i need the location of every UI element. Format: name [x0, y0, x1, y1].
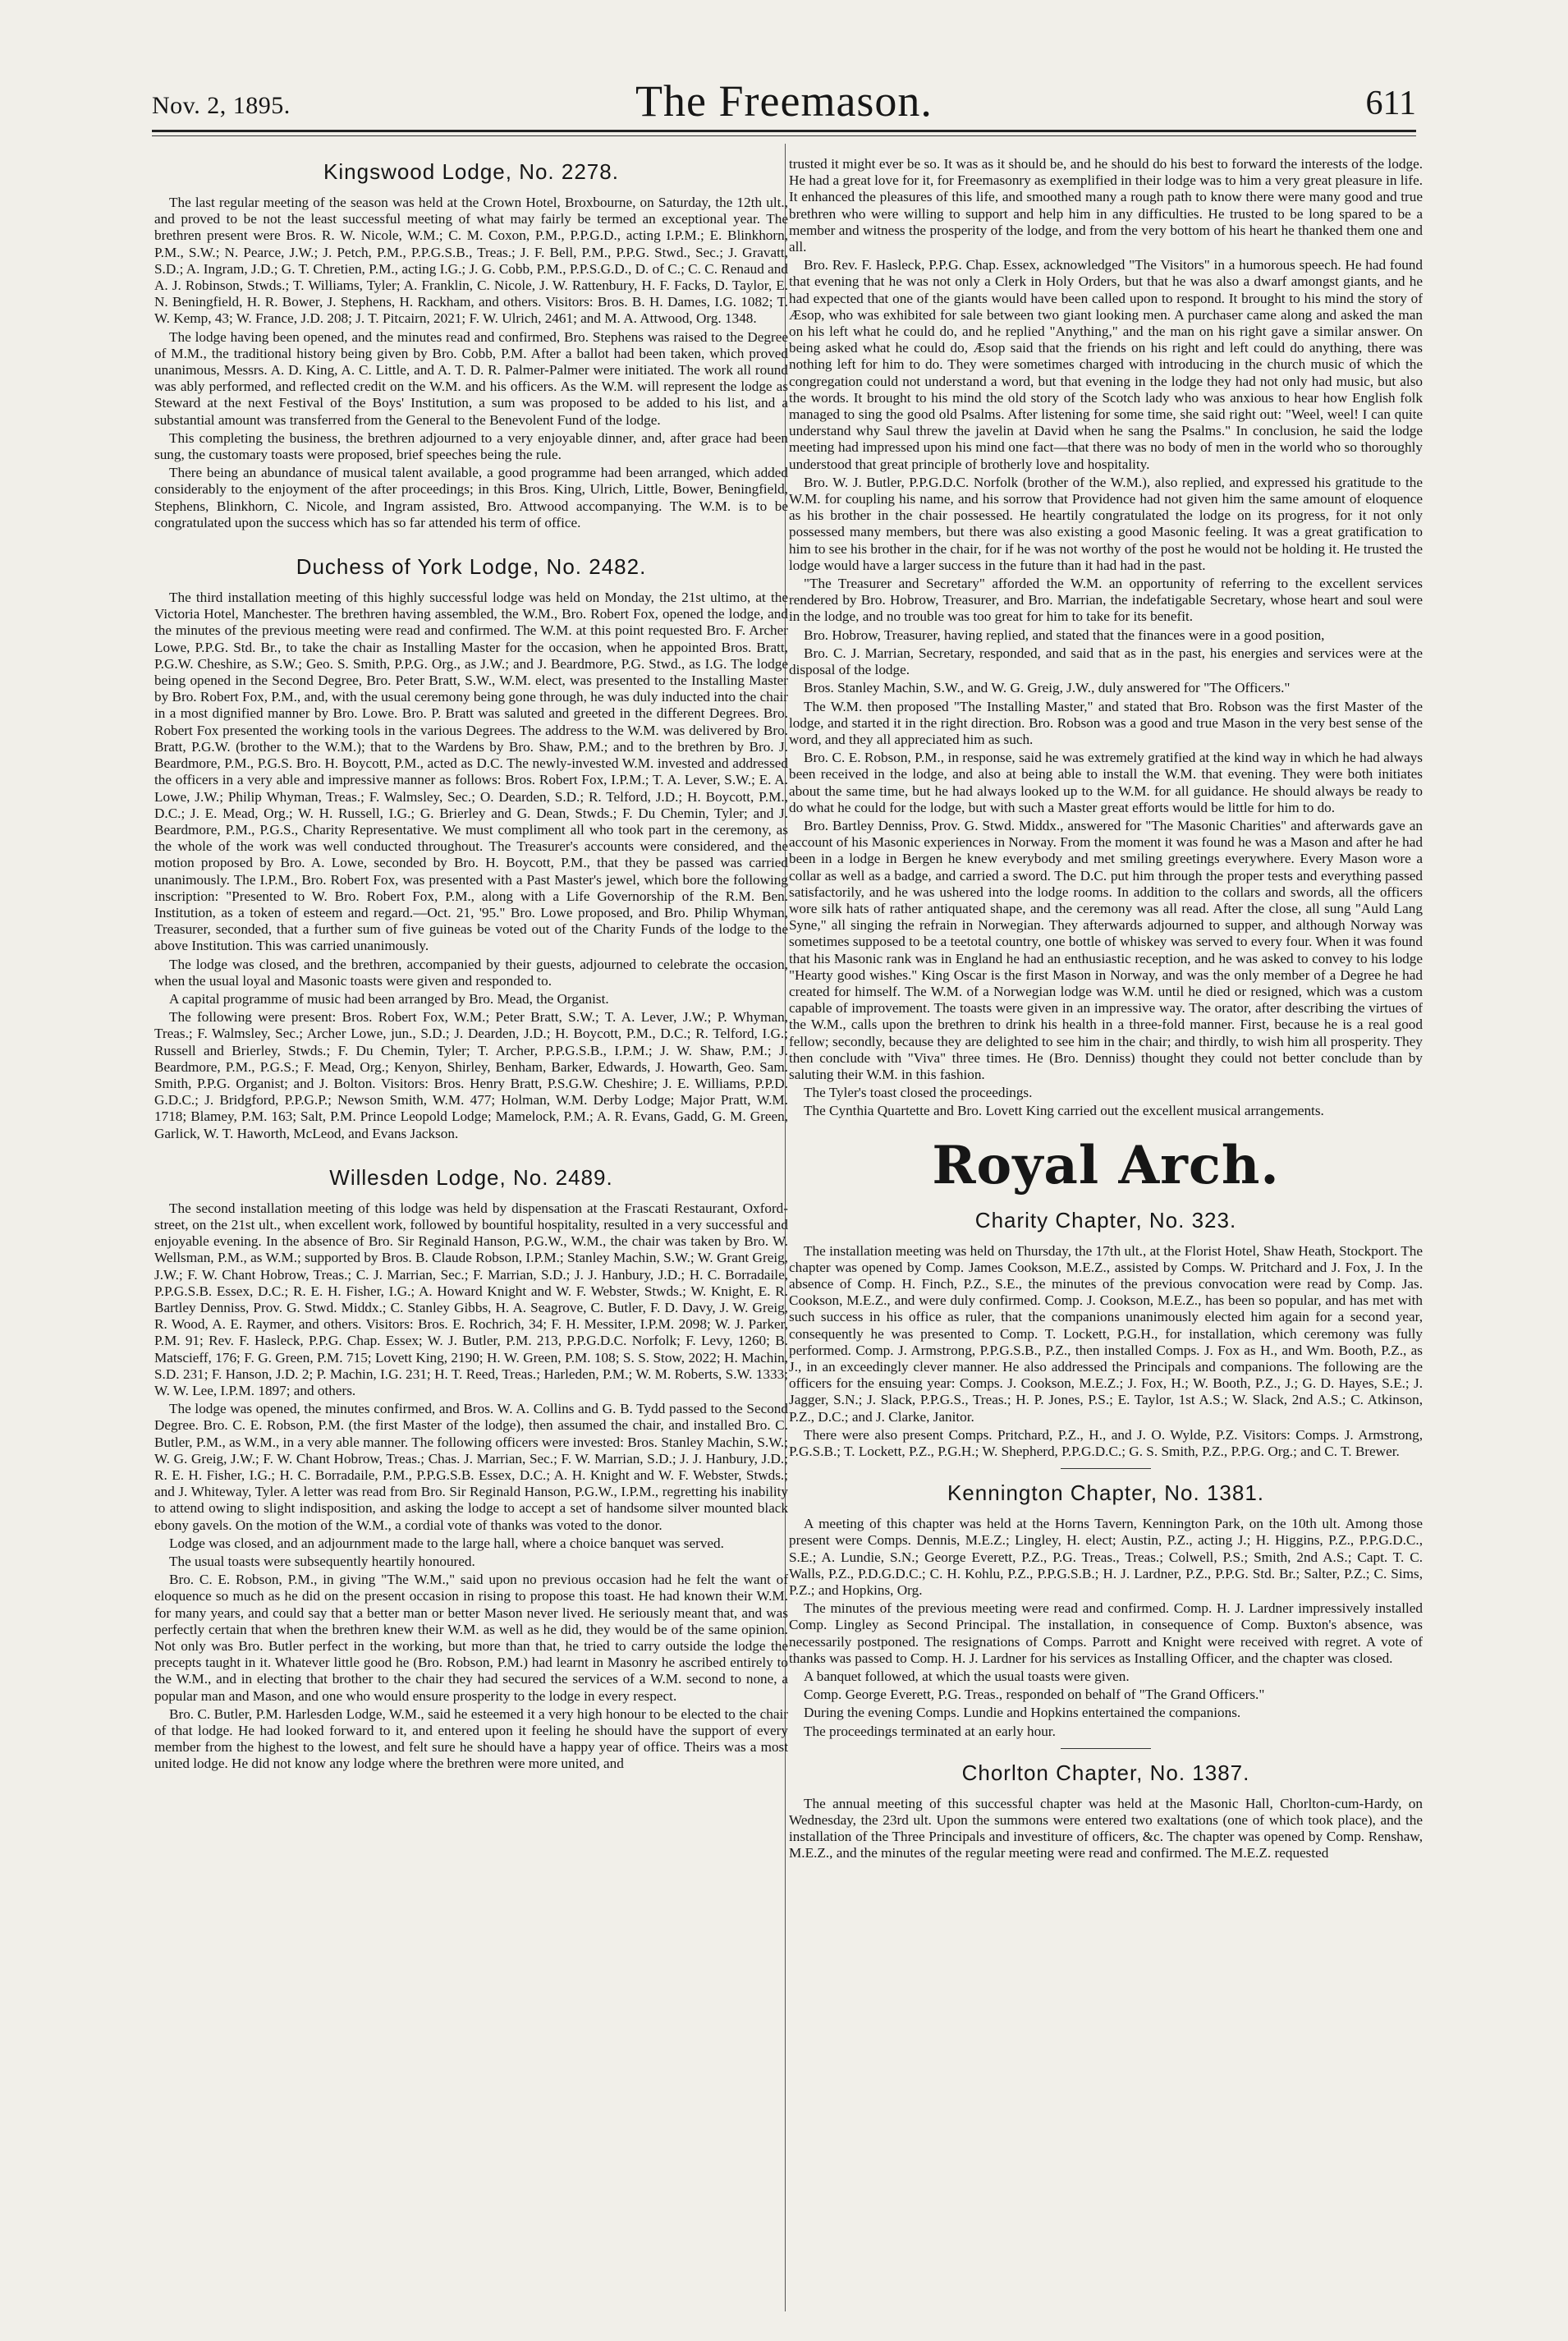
paragraph: The annual meeting of this successful chapter was held at the Masonic Hall, Chorlton-cum-Hardy, on Wednesday, the 23rd ult. Upon the summons were entered two exaltations (one of which took place), and the installation of the Three Principals and investiture of officers, &c. The chapter was opened by Comp. Renshaw, M.E.Z., and the minutes of the regular meeting were read and confirmed. The M.E.Z. requested	[789, 1795, 1423, 1861]
page-number: 611	[1365, 85, 1416, 122]
article-duchess-of-york-lodge	[154, 554, 788, 1142]
paragraph: Bro. Bartley Denniss, Prov. G. Stwd. Middx., answered for "The Masonic Charities" and afterwards gave an account of his Masonic experiences in Norway. From the moment it was found he was a Mason and after he had been in a lodge in Bergen he knew everybody and met smiling greetings everywhere. Every Mason wore a collar as well as a badge, and carried a sword. The D.C. put him through the proper tests and everything passed satisfactorily, and he was ushered into the lodge rooms. In addition to the collars and swords, all the officers wore silk hats of rather antiquated shape, and the ceremony was all read. After the close, all sung "Auld Lang Syne," all singing the refrain in Norwegian. They afterwards adjourned to supper, and although Norway was sometimes supposed to be a teetotal country, one bottle of whiskey was served to every four. When it was found that his Masonic rank was in England he had an enthusiastic reception, and he was asked to convey to his lodge "Hearty good wishes." King Oscar is the first Mason in Norway, and was the only member of a Degree he had created for himself. The W.M. of a Norwegian lodge was W.M. until he died or resigned, which was a custom capable of improvement. The toasts were given in an impressive way. The orator, after describing the virtues of the W.M., calls upon the brethren to drink his health in a three-fold manner. First, because he is a real good fellow; secondly, because they are delighted to see him in the chair; and thirdly, to wish him all prosperity. They then conclude with "Viva" three times. He (Bro. Denniss) thought they could not better conclude than by saluting their W.M. in this fashion.	[789, 817, 1423, 1082]
left-column	[154, 156, 788, 2307]
article-kennington-chapter	[789, 1480, 1423, 1740]
royal-arch-section-title: Royal Arch.	[932, 1134, 1280, 1196]
paragraph: During the evening Comps. Lundie and Hopkins entertained the companions.	[804, 1705, 1241, 1721]
article-charity-chapter	[789, 1208, 1423, 1461]
article-heading: Chorlton Chapter, No. 1387.	[961, 1760, 1250, 1785]
paragraph: There were also present Comps. Pritchard, P.Z., H., and J. O. Wylde, P.Z. Visitors: Comps. J. Armstrong, P.G.S.B.; T. Lockett, P.Z., P.G.H.; W. Shepherd, P.P.G.D.C.; G. S. Smith, P.Z., P.P.G. Org.; and C. T. Brewer.	[789, 1426, 1423, 1460]
masthead	[152, 72, 1416, 128]
article-heading: Duchess of York Lodge, No. 2482.	[296, 554, 647, 580]
paragraph: Bros. Stanley Machin, S.W., and W. G. Greig, J.W., duly answered for "The Officers."	[804, 680, 1291, 696]
paragraph: The Tyler's toast closed the proceedings.	[804, 1085, 1033, 1101]
article-chorlton-chapter	[789, 1760, 1423, 1862]
issue-date: Nov. 2, 1895.	[152, 92, 291, 119]
section-gap	[154, 1144, 788, 1162]
paragraph: Bro. C. E. Robson, P.M., in response, said he was extremely gratified at the kind way in which he had always been received in the lodge, and also at being able to install the W.M. that evening. They were both initiates about the same time, but he had always looked up to the W.M. for all guidance. He should always be ready to do what he could for the lodge, but with such a Master great efforts would be little for him to do.	[789, 750, 1423, 815]
paragraph: Bro. C. Butler, P.M. Harlesden Lodge, W.M., said he esteemed it a very high honour to be elected to the chair of that lodge. He had looked forward to it, and entered upon it feeling he should have the support of every member from the highest to the lowest, and felt sure he should have a happy year of office. Theirs was a most united lodge. He did not know any lodge where the brethren were more united, and	[154, 1705, 788, 1772]
masthead-rule	[152, 130, 1416, 132]
paragraph: Comp. George Everett, P.G. Treas., responded on behalf of "The Grand Officers."	[804, 1687, 1265, 1703]
paragraph: There being an abundance of musical talent available, a good programme had been arranged, which added considerably to the enjoyment of the after proceedings; in this Bros. King, Ulrich, Little, Bower, Beningfield, Stephens, Blinkhorn, C. Nicole, and Ingram assisted, Bro. Attwood accompanying. The W.M. is to be congratulated upon the success which has so far attended his term of office.	[154, 465, 788, 530]
paragraph: A banquet followed, at which the usual toasts were given.	[804, 1669, 1130, 1685]
paragraph: "The Treasurer and Secretary" afforded the W.M. an opportunity of referring to the excellent services rendered by Bro. Hobrow, Treasurer, and Bro. Marrian, the indefatigable Secretary, whose heart and soul were in the lodge, and no trouble was too great for him to take for its benefit.	[789, 576, 1423, 625]
paragraph: Bro. Hobrow, Treasurer, having replied, and stated that the finances were in a good position,	[804, 627, 1325, 643]
paragraph: trusted it might ever be so. It was as it should be, and he should do his best to forward the interests of the lodge. He had a great love for it, for Freemasonry as exemplified in their lodge was to him a very great pleasure in life. It enhanced the pleasures of this life, and smoothed many a rough path to know there were many good and true brethren who were willing to support and help him in any difficulties. He trusted to be long spared to be a member and witness the prosperity of the lodge, and from the very bottom of his heart he thanked them one and all.	[789, 156, 1423, 255]
section-rule	[1061, 1748, 1151, 1749]
article-heading: Willesden Lodge, No. 2489.	[329, 1164, 613, 1190]
article-heading: Kennington Chapter, No. 1381.	[947, 1480, 1265, 1506]
article-heading: Charity Chapter, No. 323.	[974, 1207, 1237, 1232]
right-column	[789, 156, 1423, 2307]
paragraph: Lodge was closed, and an adjournment made to the large hall, where a choice banquet was served.	[169, 1535, 724, 1551]
section-rule	[1061, 1468, 1151, 1469]
paragraph: The lodge having been opened, and the minutes read and confirmed, Bro. Stephens was raised to the Degree of M.M., the traditional history being given by Bro. Cobb, P.M. After a ballot had been taken, which proved unanimous, Messrs. A. D. King, A. C. Little, and A. T. D. R. Palmer-Palmer were initiated. The work all round was ably performed, and reflected credit on the W.M. and his officers. As the W.M. will represent the lodge as Steward at the next Festival of the Boys' Institution, a sum was proposed to be added to his list, and a substantial amount was transferred from the General to the Benevolent Fund of the lodge.	[154, 328, 788, 428]
paragraph: Bro. C. E. Robson, P.M., in giving "The W.M.," said upon no previous occasion had he felt the want of eloquence so much as he did on the present occasion in rising to propose this toast. He had known their W.M. for many years, and could say that a better man or better Mason never lived. He seriously meant that, and was perfectly certain that when the brethren knew their W.M. as well as he did, they would be of the same opinion. Not only was Bro. Butler perfect in the working, but more than that, he tried to carry outside the lodge the precepts taught in it. Whatever little good he (Bro. Robson, P.M.) had learnt in Masonry he ascribed entirely to the W.M., and in electing that brother to the chair they had secured the services of a W.M. second to none, a popular man and Mason, and one who would ensure prosperity to the lodge in every respect.	[154, 1572, 788, 1704]
paragraph: Bro. C. J. Marrian, Secretary, responded, and said that as in the past, his energies and services were at the disposal of the lodge.	[789, 645, 1423, 678]
masthead-rule-thin	[152, 135, 1416, 136]
paragraph: A meeting of this chapter was held at the Horns Tavern, Kennington Park, on the 10th ult. Among those present were Comps. Dennis, M.E.Z.; Lingley, H. elect; Austin, P.Z., acting J.; H. Higgins, P.Z., P.P.G.D.C., S.E.; A. Lundie, S.N.; George Everett, P.Z., P.G. Treas., Treas.; Colwell, P.S.; Smith, 2nd A.S.; Capt. T. C. Walls, P.Z., P.D.G.D.C.; C. H. Kohlu, P.Z., P.P.G.S.B.; H. J. Lardner, P.Z., P.P.G. Std. Br.; Salter, P.Z.; C. Sims, P.Z.; and Hopkins, Org.	[789, 1516, 1423, 1599]
paragraph: The second installation meeting of this lodge was held by dispensation at the Frascati Restaurant, Oxford-street, on the 21st ult., when excellent work, followed by bountiful hospitality, resulted in a very successful and enjoyable evening. In the absence of Bro. Sir Reginald Hanson, P.G.W., W.M., the chair was taken by Bro. W. Wellsman, P.M., as W.M.; supported by Bros. B. Claude Robson, I.P.M.; Stanley Machin, S.W.; W. Grant Greig, J.W.; F. W. Chant Hobrow, Treas.; C. J. Marrian, Sec.; F. Marrian, S.D.; J. J. Hanbury, J.D.; H. C. Borradaile, P.P.G.S.B. Essex, D.C.; R. E. H. Fisher, I.G.; A. Howard Knight and W. F. Webster, Stwds.; W. Knight, E. R. Bartley Denniss, Prov. G. Stwd. Middx.; C. Stanley Gibbs, H. A. Seagrove, C. Butler, F. D. Davy, J. W. Greig, R. Wood, A. E. Raymer, and others. Visitors: Bros. E. Rochrich, 34; F. H. Messiter, I.P.M. 2098; W. J. Parker, P.M. 91; Rev. F. Hasleck, P.P.G. Chap. Essex; W. J. Butler, P.M. 213, P.P.G.D.C. Norfolk; F. Levy, 1260; B. Matscieff, 176; F. G. Green, P.M. 715; Lovett King, 2190; H. W. Green, P.M. 108; S. S. Stow, 2022; H. Machin, S.D. 231; F. Hanson, J.D. 2; P. Machin, I.G. 231; H. T. Reed, Treas.; Harleden, P.M.; W. M. Roberts, S.W. 1333; W. W. Lee, I.P.M. 1897; and others.	[154, 1200, 788, 1398]
article-heading: Kingswood Lodge, No. 2278.	[323, 159, 619, 184]
paragraph: The usual toasts were subsequently heartily honoured.	[169, 1554, 475, 1570]
paragraph: The following were present: Bros. Robert Fox, W.M.; Peter Bratt, S.W.; T. A. Lever, J.W.; P. Whyman, Treas.; F. Walmsley, Sec.; Archer Lowe, jun., S.D.; J. Dearden, J.D.; H. Boycott, P.M., D.C.; R. Telford, I.G.; Russell and Brierley, Stwds.; F. Du Chemin, Tyler; T. Archer, P.P.G.S.B., I.P.M.; J. W. Shaw, P.M.; J. Beardmore, P.M., P.G.S.; F. Mead, Org.; Kenyon, Shirley, Benham, Barker, Edwards, J. Howarth, Geo. Sam. Smith, P.P.G. Organist; and J. Bolton. Visitors: Bros. Henry Bratt, P.S.G.W. Cheshire; J. E. Williams, P.P.D. G.D.C.; J. Bridgford, P.P.G.P.; Newson Smith, W.M. 477; Holman, W.M. Derby Lodge; Major Pratt, W.M. 1718; Blamey, P.M. 163; Salt, P.M. Prince Leopold Lodge; Mamelock, P.M.; A. R. Evans, Gadd, G. M. Green, Garlick, W. T. Haworth, McLeod, and Evans Jackson.	[154, 1009, 788, 1141]
paragraph: Bro. W. J. Butler, P.P.G.D.C. Norfolk (brother of the W.M.), also replied, and expressed his gratitude to the W.M. for coupling his name, and his sorrow that Providence had not given him the same amount of eloquence as his brother in the chair possessed. He heartily congratulated the lodge on its progress, for it not only possessed many members, but there was also existing a good Masonic feeling. It was a great gratification to him to see his brother in the chair, for if he was not worthy of the post he would not be holding it. He trusted the lodge would have a larger success in the future than it had had in the past.	[789, 474, 1423, 573]
section-gap	[154, 533, 788, 551]
paragraph: The last regular meeting of the season was held at the Crown Hotel, Broxbourne, on Saturday, the 12th ult., and proved to be not the least successful meeting of what may fairly be termed an exceptional year. The brethren present were Bros. R. W. Nicole, W.M.; C. M. Coxon, P.M., P.P.G.D., acting I.P.M.; E. Blinkhorn, P.M., S.W.; N. Pearce, J.W.; J. Petch, P.M., P.P.G.S.B., Treas.; J. F. Bell, P.M., P.P.G. Stwd., Sec.; J. Gravatt, S.D.; A. Ingram, J.D.; G. T. Chretien, P.M., acting I.G.; J. G. Cobb, P.M., P.P.S.G.D., D. of C.; C. C. Renaud and A. J. Robinson, Stwds.; T. Williams, Tyler; A. Franklin, C. Nicole, J. W. Rattenbury, H. F. Facks, D. Taylor, E. N. Beningfield, H. R. Bower, J. Stephens, H. Rackham, and others. Visitors: Bros. B. H. Dames, I.G. 1082; T. W. Kemp, 43; W. France, J.D. 208; J. T. Pitcairn, 2021; F. W. Ulrich, 2461; and M. A. Attwood, Org. 1348.	[154, 195, 788, 327]
article-willesden-lodge	[154, 1165, 788, 1773]
paragraph: Bro. Rev. F. Hasleck, P.P.G. Chap. Essex, acknowledged "The Visitors" in a humorous speech. He had found that evening that he was not only a Clerk in Holy Orders, but that he was also a dwarf amongst giants, and he had expected that one of the giants would have been called upon to respond. It brought to his mind the story of Æsop, who was exhibited for sale between two giant looking men. A purchaser came along and asked the man on his left what he could do, and he replied "Anything," and the man on his right gave a similar answer. On being asked what he could do, Æsop said that the friends on his right and left could do anything, there was nothing left for him to do. They were sometimes charged with introducing in the church music of which the congregation could not understand a word, but that evening in the lodge they had not only had music, but also the words. It brought to his mind the old story of the Scotch lady who was anxious to hear how English folk managed to sing the good old Psalms. After listening for some time, she said right out: "Weel, weel! I can quite understand why Saul threw the javelin at David when he sang the Psalms." In conclusion, he said the lodge meeting had impressed upon his mind one fact—that there was no body of men in the world who so thoroughly understood that great principle of brotherly love and hospitality.	[789, 257, 1423, 472]
paragraph: The lodge was opened, the minutes confirmed, and Bros. W. A. Collins and G. B. Tydd passed to the Second Degree. Bro. C. E. Robson, P.M. (the first Master of the lodge), then assumed the chair, and installed Bro. C. Butler, P.M., as W.M., in a very able manner. The following officers were invested: Bros. Stanley Machin, S.W.; W. G. Greig, J.W.; F. W. Chant Hobrow, Treas.; Chas. J. Marrian, Sec.; F. W. Marrian, S.D.; J. J. Hanbury, J.D.; R. E. H. Fisher, I.G.; H. C. Borradaile, P.M., P.P.G.S.B. Essex, D.C.; A. H. Knight and W. F. Webster, Stwds.; and J. Whiteway, Tyler. A letter was read from Bro. Sir Reginald Hanson, P.G.W., I.P.M., regretting his inability to attend owing to slight indisposition, and asking the lodge to accept a set of handsome silver mounted black ebony gavels. On the motion of the W.M., a cordial vote of thanks was voted to the donor.	[154, 1401, 788, 1533]
paragraph: The third installation meeting of this highly successful lodge was held on Monday, the 21st ultimo, at the Victoria Hotel, Manchester. The brethren having assembled, the W.M., Bro. Robert Fox, opened the lodge, and the minutes of the previous meeting were read and confirmed. The W.M. at this point requested Bro. F. Archer Lowe, P.P.G. Std. Br., to take the chair as Installing Master for the occasion, when he appointed Bros. Bratt, P.G.W. Cheshire, as S.W.; Geo. S. Smith, P.P.G. Org., as J.W.; and J. Beardmore, P.G. Stwd., as I.G. The lodge being opened in the Second Degree, Bro. Peter Bratt, S.W., W.M. elect, was presented to the Installing Master by Bro. Robert Fox, P.M., and, with the usual ceremony being gone through, he was duly inducted into the chair in a most dignified manner by Bro. Lowe. Bro. P. Bratt was saluted and greeted in the different Degrees. Bro. Robert Fox presented the working tools in the various Degrees. The address to the W.M. was delivered by Bro. Bratt, P.G.W. (brother to the W.M.); that to the Wardens by Bro. Shaw, P.M.; and to the brethren by Bro. J. Beardmore, P.M., P.G.S. Bro. H. Boycott, P.M., acted as D.C. The newly-invested W.M. invested and addressed the officers in a very able and impressive manner as follows: Bros. Robert Fox, I.P.M.; T. A. Lever, S.W.; E. A. Lowe, J.W.; Philip Whyman, Treas.; F. Walmsley, Sec.; O. Dearden, S.D.; R. Telford, J.D.; H. Boycott, P.M., D.C.; J. E. Mead, Org.; W. H. Russell, I.G.; G. Brierley and G. Dean, Stwds.; F. Du Chemin, Tyler; and J. Beardmore, P.M., P.G.S., Charity Representative. We must compliment all who took part in the ceremony, as the whole of the work was well conducted throughout. The Treasurer's accounts were considered, and the motion proposed by Bro. A. Lowe, seconded by Bro. H. Boycott, P.M., that they be passed was carried unanimously. The I.P.M., Bro. Robert Fox, was presented with a Past Master's jewel, which bore the following inscription: "Presented to W. Bro. Robert Fox, P.M., along with a Life Governorship of the R.M. Ben. Institution, as a token of esteem and regard.—Oct. 21, '95." Bro. Lowe proposed, and Bro. Philip Whyman, Treasurer, seconded, that a further sum of five guineas be voted out of the Charity Funds of the lodge to the above Institution. This was carried unanimously.	[154, 590, 788, 954]
paragraph: The minutes of the previous meeting were read and confirmed. Comp. H. J. Lardner impressively installed Comp. Lingley as Second Principal. The installation, in consequence of Comp. Buxton's absence, was necessarily postponed. The resignations of Comps. Parrott and Knight were received with regret. A vote of thanks was passed to Comp. H. J. Lardner for his services as Installing Officer, and the chapter was closed.	[789, 1600, 1423, 1666]
newspaper-title: The Freemason.	[635, 76, 933, 126]
article-kingswood-lodge	[154, 159, 788, 531]
paragraph: The proceedings terminated at an early hour.	[804, 1723, 1056, 1739]
paragraph: The Cynthia Quartette and Bro. Lovett King carried out the excellent musical arrangements.	[804, 1103, 1324, 1119]
paragraph: A capital programme of music had been arranged by Bro. Mead, the Organist.	[169, 990, 609, 1007]
paragraph: The installation meeting was held on Thursday, the 17th ult., at the Florist Hotel, Shaw Heath, Stockport. The chapter was opened by Comp. James Cookson, M.E.Z., assisted by Comps. W. Pritchard and J. Fox, J. In the absence of Comp. H. Finch, P.Z., S.E., the minutes of the previous convocation were read by Comp. Jas. Cookson, M.E.Z., and were duly confirmed. Comp. J. Cookson, M.E.Z., has been so popular, and has met with such success in his office as ruler, that the companions unanimously elected him again for a second year, consequently he was presented to Comp. T. Lockett, P.G.H., for installation, which ceremony was fully performed. Comp. J. Armstrong, P.P.G.S.B., P.Z., then installed Comps. J. Fox as H., and Wm. Booth, P.Z., as J., in an exceedingly clever manner. He also addressed the Principals and companions. The following are the officers for the ensuing year: Comps. J. Cookson, M.E.Z.; J. Fox, H.; W. Booth, P.Z., J.; G. D. Hayes, S.E.; J. Jagger, S.N.; J. Slack, P.P.G.S., Treas.; H. P. Jones, P.S.; E. Taylor, 1st A.S.; W. Slack, 2nd A.S.; C. Atkinson, P.Z., D.C.; and J. Clarke, Janitor.	[789, 1242, 1423, 1425]
article-willesden-continued	[789, 156, 1423, 1120]
paragraph: The W.M. then proposed "The Installing Master," and stated that Bro. Robson was the first Master of the lodge, and started it in the right direction. Bro. Robson was a good and true Mason in the very best sense of the word, and they all appreciated him as such.	[789, 698, 1423, 747]
paragraph: This completing the business, the brethren adjourned to a very enjoyable dinner, and, after grace had been sung, the customary toasts were proposed, brief speeches being the rule.	[154, 429, 788, 463]
paragraph: The lodge was closed, and the brethren, accompanied by their guests, adjourned to celebrate the occasion, when the usual loyal and Masonic toasts were given and responded to.	[154, 956, 788, 989]
